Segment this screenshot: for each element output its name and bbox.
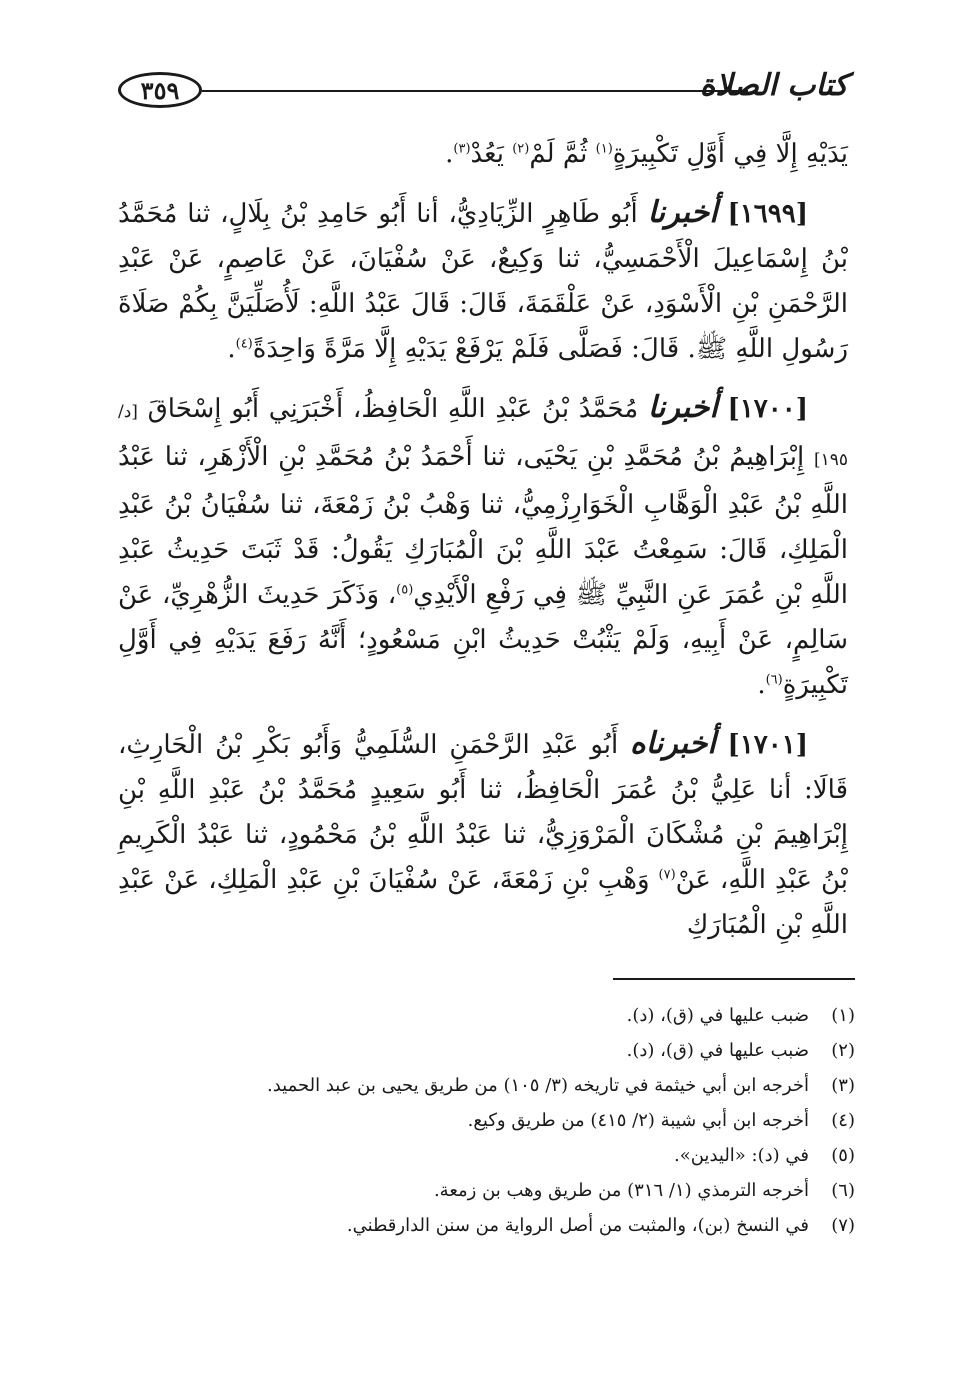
footnote-text: ضبب عليها في (ق)، (د). — [626, 1005, 809, 1026]
footnote-item — [215, 1103, 855, 1138]
footnote-item — [215, 1138, 855, 1173]
footnote-text: أخرجه ابن أبي خيثمة في تاريخه (٣/ ١٠٥) من طريق يحيى بن عبد الحميد. — [266, 1075, 809, 1096]
text-span: ثُمَّ لَمْ — [529, 139, 596, 169]
footnotes-list — [215, 998, 855, 1243]
footnote-number: (٦) — [831, 1180, 855, 1201]
text-span: أَبُو طَاهِرٍ الزِّيَادِيُّ، أنا أَبُو حَامِدِ بْنُ بِلَالٍ، ثنا مُحَمَّدُ بْنُ إِسْمَاعِيلَ الْأَحْمَسِيُّ، ثنا وَكِيعٌ، عَنْ سُفْيَانَ، عَنْ عَاصِمٍ، عَنْ عَبْدِ الرَّحْمَنِ بْنِ الْأَسْوَدِ، عَنْ عَلْقَمَةَ، قَالَ: قَالَ عَبْدُ اللَّهِ: لَأُصَلِّيَنَّ بِكُمْ صَلَاةَ رَسُولِ اللَّهِ ﷺ. قَالَ: فَصَلَّى فَلَمْ يَرْفَعْ يَدَيْهِ إِلَّا مَرَّةً وَاحِدَةً — [118, 199, 849, 364]
footnote-item — [215, 1173, 855, 1208]
text-span: . — [227, 334, 236, 364]
footnote-text: أخرجه الترمذي (١/ ٣١٦) من طريق وهب بن زمعة. — [433, 1180, 809, 1201]
hadith-number: [١٧٠٠] — [727, 394, 808, 424]
hadith-1699 — [118, 190, 848, 372]
footnote-number: (٤) — [831, 1110, 855, 1131]
paragraph-continuation — [118, 132, 848, 177]
footnote-ref: (٢) — [512, 141, 530, 157]
footnote-ref: (٣) — [453, 141, 471, 157]
footnote-ref: (٤) — [235, 336, 253, 352]
text-span: . — [757, 670, 766, 700]
hadith-lead-word: أخبرناه — [630, 726, 716, 761]
text-span: يَعُدْ — [470, 139, 513, 169]
footnote-number: (٧) — [831, 1215, 855, 1236]
footnote-separator — [613, 978, 855, 980]
footnote-number: (٥) — [831, 1145, 855, 1166]
text-span: . — [445, 139, 454, 169]
hadith-number: [١٧٠١] — [727, 730, 809, 760]
hadith-lead-word: أخبرنا — [647, 390, 718, 425]
hadith-lead-word: أخبرنا — [647, 195, 718, 230]
text-span: ، وَذَكَرَ حَدِيثَ الزُّهْرِيِّ، عَنْ سَالِمٍ، عَنْ أَبِيهِ، وَلَمْ يَثْبُتْ حَدِيثُ ابْنِ مَسْعُودٍ؛ أَنَّهُ رَفَعَ يَدَيْهِ فِي أَوَّلِ تَكْبِيرَةٍ — [118, 580, 848, 700]
text-span: مُحَمَّدُ بْنُ عَبْدِ اللَّهِ الْحَافِظُ، أَخْبَرَنِي أَبُو إِسْحَاقَ — [137, 394, 648, 424]
footnote-text: في (د): «اليدين». — [674, 1145, 809, 1166]
hadith-number: [١٦٩٩] — [727, 199, 808, 229]
running-title: كتاب الصلاة — [699, 68, 848, 103]
main-text — [118, 132, 848, 961]
hadith-1700 — [118, 385, 848, 708]
footnote-number: (٣) — [831, 1075, 855, 1096]
footnote-text: أخرجه ابن أبي شيبة (٢/ ٤١٥) من طريق وكيع. — [467, 1110, 809, 1131]
page-header — [118, 68, 848, 118]
text-span: يَدَيْهِ إِلَّا فِي أَوَّلِ تَكْبِيرَةٍ — [612, 139, 848, 169]
hadith-1701 — [118, 721, 848, 948]
footnote-item — [215, 1208, 855, 1243]
footnote-ref: (٦) — [765, 672, 783, 688]
page-number: ٣٥٩ — [118, 72, 202, 108]
text-span: وَهْبِ بْنِ زَمْعَةَ، عَنْ سُفْيَانَ بْنِ عَبْدِ الْمَلِكِ، عَنْ عَبْدِ اللَّهِ بْنِ الْمُبَارَكِ — [118, 865, 848, 940]
text-span: أَبُو عَبْدِ الرَّحْمَنِ السُّلَمِيُّ وَأَبُو بَكْرِ بْنُ الْحَارِثِ، قَالَا: أنا عَلِيُّ بْنُ عُمَرَ الْحَافِظُ، ثنا أَبُو سَعِيدٍ مُحَمَّدُ بْنُ عَبْدِ اللَّهِ بْنِ إِبْرَاهِيمَ بْنِ مُشْكَانَ الْمَرْوَزِيُّ، ثنا عَبْدُ اللَّهِ بْنُ مَحْمُودٍ، ثنا عَبْدُ الْكَرِيمِ بْنُ عَبْدِ اللَّهِ، عَنْ — [118, 730, 848, 895]
footnote-ref: (٧) — [658, 867, 676, 883]
footnote-item — [215, 1033, 855, 1068]
manuscript-page-ref: [د/ ١٩٥] — [118, 402, 848, 470]
footnote-ref: (١) — [595, 141, 613, 157]
header-rule — [202, 90, 748, 92]
footnote-item — [215, 998, 855, 1033]
footnote-item — [215, 1068, 855, 1103]
footnote-ref: (٥) — [396, 582, 414, 598]
footnote-text: ضبب عليها في (ق)، (د). — [626, 1040, 809, 1061]
footnote-number: (٢) — [831, 1040, 855, 1061]
footnote-text: في النسخ (بن)، والمثبت من أصل الرواية من سنن الدارقطني. — [346, 1215, 809, 1236]
footnote-number: (١) — [831, 1005, 855, 1026]
text-span: إِبْرَاهِيمُ بْنُ مُحَمَّدِ بْنِ يَحْيَى، ثنا أَحْمَدُ بْنُ مُحَمَّدِ بْنِ الْأَزْهَرِ، ثنا عَبْدُ اللَّهِ بْنُ عَبْدِ الْوَهَّابِ الْخَوَارِزْمِيُّ، ثنا وَهْبُ بْنُ زَمْعَةَ، ثنا سُفْيَانُ بْنُ عَبْدِ الْمَلِكِ، قَالَ: سَمِعْتُ عَبْدَ اللَّهِ بْنَ الْمُبَارَكِ يَقُولُ: قَدْ ثَبَتَ حَدِيثُ عَبْدِ اللَّهِ بْنِ عُمَرَ عَنِ النَّبِيِّ ﷺ فِي رَفْعِ الْأَيْدِي — [118, 442, 848, 610]
